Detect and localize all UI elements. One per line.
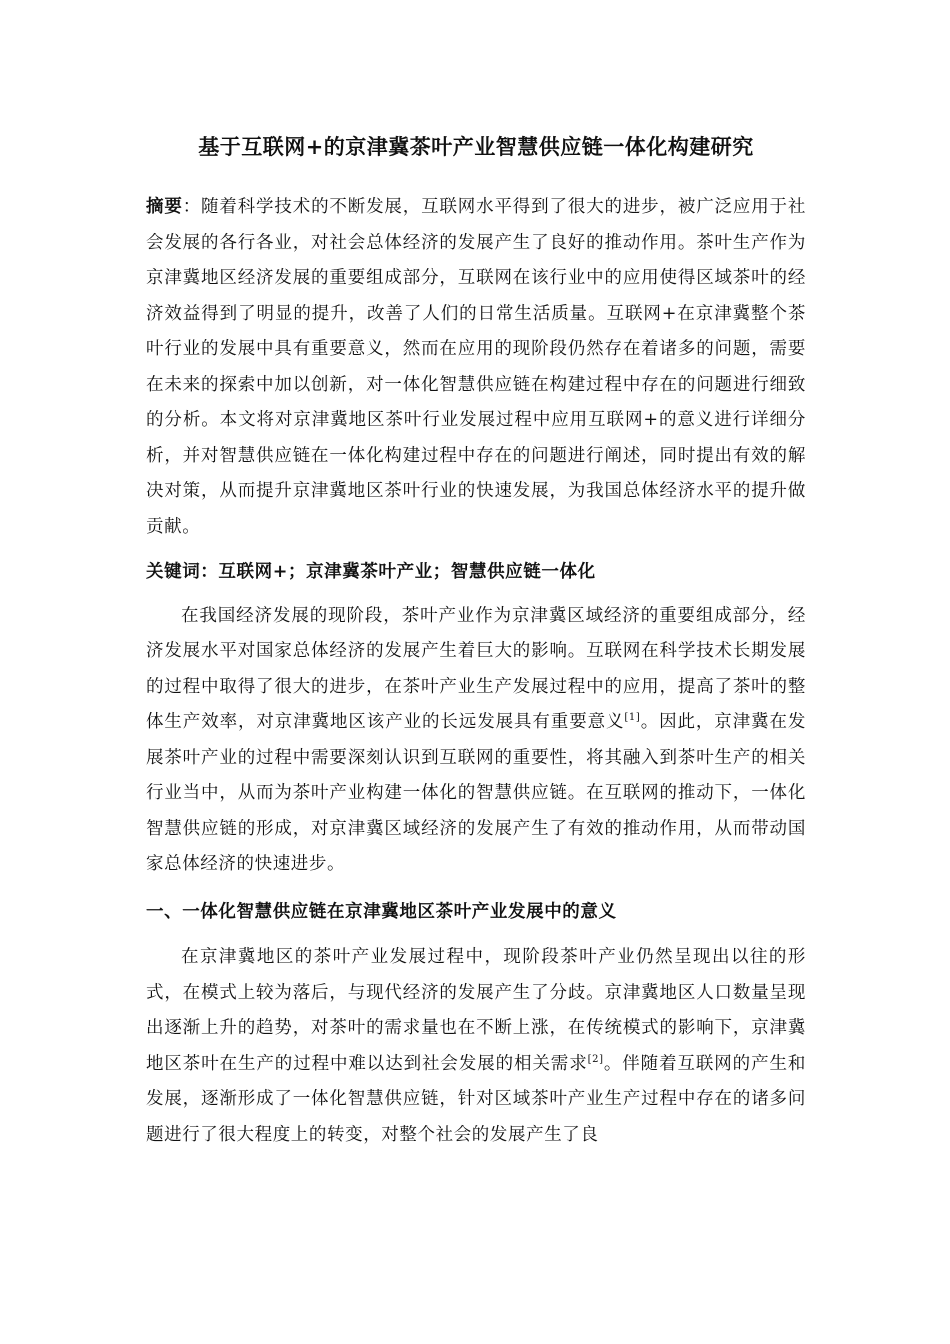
intro-text-part1: 在我国经济发展的现阶段，茶叶产业作为京津冀区域经济的重要组成部分，经济发展水平对国家总体经济的发展产生着巨大的影响。互联网在科学技术长期发展的过程中取得了很大的进步，在茶叶产业生产发展过程中的应用，提高了茶叶的整体生产效率，对京津冀地区该产业的长远发展具有重要意义 <box>146 605 806 732</box>
citation-2: [2] <box>587 1053 604 1065</box>
section-1-heading: 一、一体化智慧供应链在京津冀地区茶叶产业发展中的意义 <box>146 901 617 922</box>
keywords-label: 关键词： <box>146 562 219 582</box>
abstract-text: 随着科学技术的不断发展，互联网水平得到了很大的进步，被广泛应用于社会发展的各行各业，对社会总体经济的发展产生了良好的推动作用。茶叶生产作为京津冀地区经济发展的重要组成部分，互联网在该行业中的应用使得区域茶叶的经济效益得到了明显的提升，改善了人们的日常生活质量。互联网+在京津冀整个茶叶行业的发展中具有重要意义，然而在应用的现阶段仍然存在着诸多的问题，需要在未来的探索中加以创新，对一体化智慧供应链在构建过程中存在的问题进行细致的分析。本文将对京津冀地区茶叶行业发展过程中应用互联网+的意义进行详细分析，并对智慧供应链在一体化构建过程中存在的问题进行阐述，同时提出有效的解决对策，从而提升京津冀地区茶叶行业的快速发展，为我国总体经济水平的提升做贡献。 <box>146 197 806 537</box>
abstract-paragraph <box>146 190 806 545</box>
section-1-text-part2: 。伴随着互联网的产生和发展，逐渐形成了一体化智慧供应链，针对区域茶叶产业生产过程中存在的诸多问题进行了很大程度上的转变，对整个社会的发展产生了良 <box>146 1053 806 1145</box>
abstract-separator: ： <box>182 197 202 217</box>
citation-1: [1] <box>624 712 641 724</box>
document-page <box>146 130 806 1153</box>
intro-text-part2: 。因此，京津冀在发展茶叶产业的过程中需要深刻认识到互联网的重要性，将其融入到茶叶生产的相关行业当中，从而为茶叶产业构建一体化的智慧供应链。在互联网的推动下，一体化智慧供应链的形成，对京津冀区域经济的发展产生了有效的推动作用，从而带动国家总体经济的快速进步。 <box>146 712 806 874</box>
paper-title: 基于互联网+的京津冀茶叶产业智慧供应链一体化构建研究 <box>198 134 754 159</box>
keywords-text: 互联网+；京津冀茶叶产业；智慧供应链一体化 <box>218 562 596 582</box>
keywords-line <box>146 555 806 591</box>
section-1-paragraph <box>146 940 806 1153</box>
intro-paragraph <box>146 599 806 883</box>
abstract-label: 摘要 <box>146 197 183 217</box>
section-1-text-part1: 在京津冀地区的茶叶产业发展过程中，现阶段茶叶产业仍然呈现出以往的形式，在模式上较为落后，与现代经济的发展产生了分歧。京津冀地区人口数量呈现出逐渐上升的趋势，对茶叶的需求量也在不断上涨，在传统模式的影响下，京津冀地区茶叶在生产的过程中难以达到社会发展的相关需求 <box>146 947 806 1074</box>
